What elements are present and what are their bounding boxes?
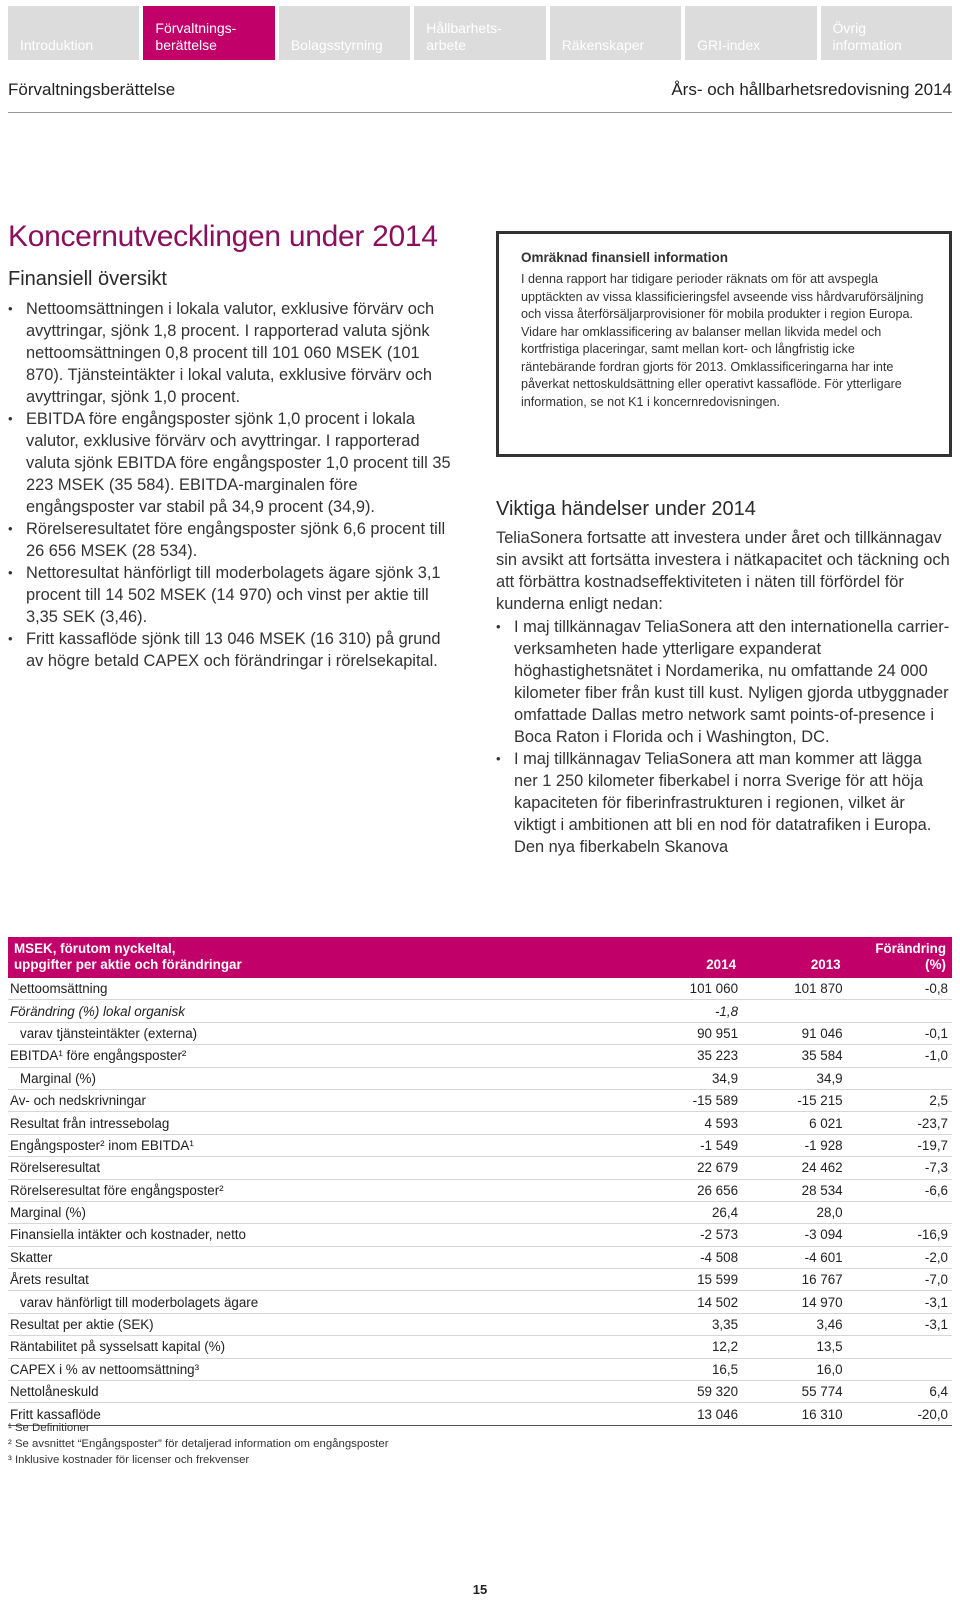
cell-2014: 3,35 (637, 1313, 742, 1335)
cell-change: -1,0 (847, 1045, 952, 1067)
table-row (8, 978, 952, 1000)
table-row (8, 1291, 952, 1313)
row-label: Engångsposter² inom EBITDA¹ (8, 1134, 637, 1156)
cell-2013: 16,0 (742, 1358, 847, 1380)
table-header-row (8, 937, 952, 978)
cell-2013: -1 928 (742, 1134, 847, 1156)
table-row (8, 1336, 952, 1358)
row-label: Marginal (%) (8, 1201, 637, 1223)
cell-change: 6,4 (847, 1381, 952, 1403)
cell-2013: 24 462 (742, 1157, 847, 1179)
list-item: • EBITDA före engångsposter sjönk 1,0 procent i lokala valutor, exklusive förvärv och avyttringar. I rapporterad valuta sjönk EBITDA före engångsposter 1,0 procent till 35 223 MSEK (35 584). EBITDA-marginalen före engångsposter var stabil på 34,9 procent (34,9). (8, 408, 458, 518)
key-figures-table (8, 937, 952, 1426)
financial-overview-list (8, 298, 458, 672)
footnote: ² Se avsnittet “Engångsposter” för detaljerad information om engångsposter (8, 1438, 389, 1450)
footnote: ¹ Se Definitioner (8, 1422, 90, 1434)
nav-tab-introduktion[interactable]: Introduktion (8, 6, 139, 60)
header-divider (8, 112, 952, 113)
table-row (8, 1269, 952, 1291)
cell-change: -3,1 (847, 1291, 952, 1313)
cell-2014: 22 679 (637, 1157, 742, 1179)
list-item: • Rörelseresultatet före engångsposter sjönk 6,6 procent till 26 656 MSEK (28 534). (8, 518, 458, 562)
restated-info-box (496, 231, 952, 457)
row-label: Resultat per aktie (SEK) (8, 1313, 637, 1335)
cell-2013: 91 046 (742, 1022, 847, 1044)
cell-2014: -1,8 (637, 1000, 742, 1022)
row-label: Rörelseresultat (8, 1157, 637, 1179)
cell-2013: 55 774 (742, 1381, 847, 1403)
cell-2013: -15 215 (742, 1089, 847, 1111)
cell-change: -7,3 (847, 1157, 952, 1179)
cell-2014: 12,2 (637, 1336, 742, 1358)
cell-change: 2,5 (847, 1089, 952, 1111)
row-label: Nettolåneskuld (8, 1381, 637, 1403)
cell-2013: 28,0 (742, 1201, 847, 1223)
row-label: Skatter (8, 1246, 637, 1268)
cell-2013: 13,5 (742, 1336, 847, 1358)
table-row (8, 1358, 952, 1380)
row-label: Fritt kassaflöde (8, 1403, 637, 1425)
list-item: • I maj tillkännagav TeliaSonera att den internationella carrier-verksamheten hade ytterligare expanderat höghastighetsnätet i Nordamerika, nu omfattande 24 000 kilometer fiber från kust till kust. Nyligen gjorda utbyggnader omfattade Dallas metro network samt points-of-presence i Boca Raton i Florida och i Washington, DC. (496, 616, 950, 748)
page-number: 15 (472, 1582, 488, 1597)
cell-2013: 6 021 (742, 1112, 847, 1134)
cell-2014: 14 502 (637, 1291, 742, 1313)
table-header-2014: 2014 (637, 937, 742, 978)
row-label: EBITDA¹ före engångsposter² (8, 1045, 637, 1067)
nav-tab-gri-index[interactable]: GRI-index (685, 6, 816, 60)
cell-2014: 59 320 (637, 1381, 742, 1403)
table-row (8, 1112, 952, 1134)
events-list (496, 616, 950, 858)
table-row (8, 1089, 952, 1111)
events-heading: Viktiga händelser under 2014 (496, 498, 756, 520)
cell-2013: 14 970 (742, 1291, 847, 1313)
report-title: Års- och hållbarhetsredovisning 2014 (671, 80, 952, 99)
cell-2014: 34,9 (637, 1067, 742, 1089)
cell-change: -16,9 (847, 1224, 952, 1246)
row-label: Resultat från intressebolag (8, 1112, 637, 1134)
cell-change (847, 1067, 952, 1089)
section-title: Förvaltningsberättelse (8, 80, 176, 99)
list-item: • I maj tillkännagav TeliaSonera att man kommer att lägga ner 1 250 kilometer fiberkabel i norra Sverige för att höja kapaciteten för fiberinfrastrukturen i regionen, vilket är viktigt i ambitionen att bli en nod för datatrafiken i Europa. Den nya fiberkabeln Skanova (496, 748, 950, 858)
nav-tab-ovrig-information[interactable]: Övrig information (821, 6, 952, 60)
cell-2014: -2 573 (637, 1224, 742, 1246)
list-item: • Fritt kassaflöde sjönk till 13 046 MSEK (16 310) på grund av högre betald CAPEX och förändringar i rörelsekapital. (8, 628, 458, 672)
cell-change (847, 1201, 952, 1223)
table-row (8, 1022, 952, 1044)
cell-change: -2,0 (847, 1246, 952, 1268)
row-label: CAPEX i % av nettoomsättning³ (8, 1358, 637, 1380)
table-row (8, 1224, 952, 1246)
cell-2014: 101 060 (637, 978, 742, 1000)
cell-change (847, 1358, 952, 1380)
row-label: Av- och nedskrivningar (8, 1089, 637, 1111)
cell-2013: 28 534 (742, 1179, 847, 1201)
row-label: Finansiella intäkter och kostnader, netto (8, 1224, 637, 1246)
footnotes (8, 1420, 389, 1468)
table-row (8, 1179, 952, 1201)
cell-2014: 35 223 (637, 1045, 742, 1067)
nav-tab-forvaltningsberattelse[interactable]: Förvaltnings- berättelse (143, 6, 274, 60)
events-intro: TeliaSonera fortsatte att investera under året och tillkännagav sin avsikt att fortsätta investera i nätkapacitet och täckning och att förbättra kostnadseffektiviteten i näten till förfördel för kunderna enligt nedan: (496, 529, 950, 613)
cell-change: -6,6 (847, 1179, 952, 1201)
cell-change (847, 1336, 952, 1358)
table-row (8, 1313, 952, 1335)
cell-change: -19,7 (847, 1134, 952, 1156)
table-header-2013: 2013 (742, 937, 847, 978)
table-row (8, 1000, 952, 1022)
cell-change: -23,7 (847, 1112, 952, 1134)
financial-overview-heading: Finansiell översikt (8, 268, 167, 290)
cell-2014: 26,4 (637, 1201, 742, 1223)
cell-change: -0,8 (847, 978, 952, 1000)
cell-2014: -15 589 (637, 1089, 742, 1111)
cell-2013: -4 601 (742, 1246, 847, 1268)
table-header-label: MSEK, förutom nyckeltal, uppgifter per aktie och förändringar (8, 937, 637, 978)
cell-change: -3,1 (847, 1313, 952, 1335)
nav-tab-bolagsstyrning[interactable]: Bolagsstyrning (279, 6, 410, 60)
cell-2014: 15 599 (637, 1269, 742, 1291)
cell-2014: 16,5 (637, 1358, 742, 1380)
table-header-change: Förändring (%) (847, 937, 952, 978)
cell-2013: 3,46 (742, 1313, 847, 1335)
row-label: Förändring (%) lokal organisk (8, 1000, 637, 1022)
table-row (8, 1134, 952, 1156)
list-item: • Nettoresultat hänförligt till moderbolagets ägare sjönk 3,1 procent till 14 502 MSEK (14 970) och vinst per aktie till 3,35 SEK (3,46). (8, 562, 458, 628)
table-row (8, 1246, 952, 1268)
cell-2013: 35 584 (742, 1045, 847, 1067)
info-box-text: I denna rapport har tidigare perioder räknats om för att avspegla upptäckten av vissa klassificieringsfel avseende viss hårdvaruförsäljning och vissa återförsäljarprovisioner för mobila produkter i region Europa. Vidare har omklassificering av balanser mellan likvida medel och kortfristiga placeringar, samt mellan kort- och långfristig icke räntebärande fordran gjorts för 2013. Omklassificeringarna har inte påverkat nettoskuldsättning eller operativt kassaflöde. För ytterligare information, se not K1 i koncernredovisningen. (521, 272, 924, 409)
cell-2014: -1 549 (637, 1134, 742, 1156)
cell-change (847, 1000, 952, 1022)
cell-change: -7,0 (847, 1269, 952, 1291)
row-label: Årets resultat (8, 1269, 637, 1291)
cell-2013: 16 310 (742, 1403, 847, 1425)
cell-change: -0,1 (847, 1022, 952, 1044)
nav-tab-rakenskaper[interactable]: Räkenskaper (550, 6, 681, 60)
row-label: Räntabilitet på sysselsatt kapital (%) (8, 1336, 637, 1358)
cell-2014: 13 046 (637, 1403, 742, 1425)
footnote: ³ Inklusive kostnader för licenser och frekvenser (8, 1454, 250, 1466)
cell-change: -20,0 (847, 1403, 952, 1425)
cell-2013: 101 870 (742, 978, 847, 1000)
cell-2014: 90 951 (637, 1022, 742, 1044)
row-label: Nettoomsättning (8, 978, 637, 1000)
cell-2013: 34,9 (742, 1067, 847, 1089)
cell-2014: -4 508 (637, 1246, 742, 1268)
table-row (8, 1201, 952, 1223)
table-row (8, 1067, 952, 1089)
top-navigation (8, 6, 952, 60)
cell-2013: 16 767 (742, 1269, 847, 1291)
row-label: Rörelseresultat före engångsposter² (8, 1179, 637, 1201)
cell-2014: 4 593 (637, 1112, 742, 1134)
table-row (8, 1381, 952, 1403)
table-body (8, 978, 952, 1425)
table-row (8, 1157, 952, 1179)
cell-2013: -3 094 (742, 1224, 847, 1246)
row-label: Marginal (%) (8, 1067, 637, 1089)
list-item: • Nettoomsättningen i lokala valutor, exklusive förvärv och avyttringar, sjönk 1,8 procent. I rapporterad valuta sjönk nettoomsättningen 0,8 procent till 101 060 MSEK (101 870). Tjänsteintäkter i lokal valuta, exklusive förvärv och avyttringar, sjönk 1,0 procent. (8, 298, 458, 408)
page-title: Koncernutvecklingen under 2014 (8, 220, 438, 253)
table-row (8, 1045, 952, 1067)
row-label: varav hänförligt till moderbolagets ägare (8, 1291, 637, 1313)
nav-tab-hallbarhetsarbete[interactable]: Hållbarhets- arbete (414, 6, 545, 60)
info-box-title: Omräknad finansiell information (521, 250, 729, 265)
cell-2013 (742, 1000, 847, 1022)
cell-2014: 26 656 (637, 1179, 742, 1201)
row-label: varav tjänsteintäkter (externa) (8, 1022, 637, 1044)
